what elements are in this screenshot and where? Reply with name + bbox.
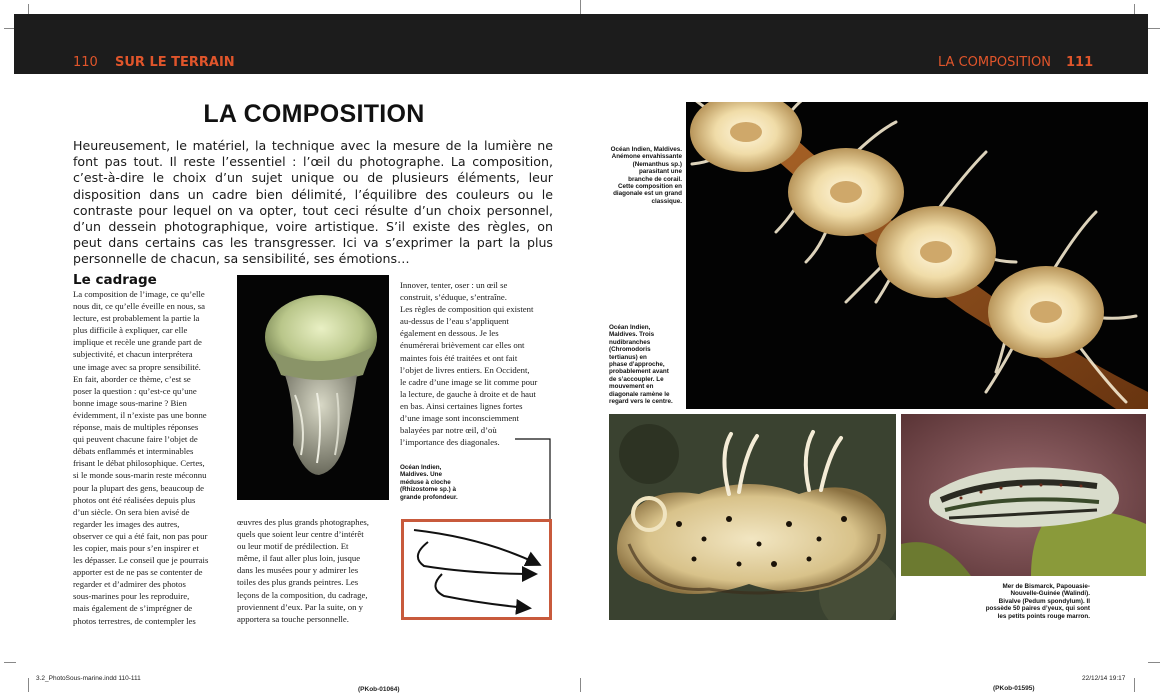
- body-line: subjectivité, et chacun interprétera: [73, 349, 193, 360]
- body-line: implique et recèle une grande part de: [73, 337, 202, 348]
- body-line: lecture, est probablement la partie la: [73, 313, 200, 324]
- crop-mark: [1148, 662, 1160, 663]
- crop-mark: [580, 678, 581, 692]
- body-line: bonne image sous-marine ? Bien: [73, 397, 187, 408]
- bivalve-photo: [901, 414, 1146, 576]
- body-line: réponse, mais de multiples réponses: [73, 422, 199, 433]
- anemone-caption: Océan Indien, Maldives. Anémone envahissante (Nemanthus sp.) parasitant une branche de corail. Cette composition en diagonale est un grand classique.: [610, 146, 682, 205]
- body-line: si le monde sous-marin reste méconnu: [73, 470, 207, 481]
- body-line: frisant le débat philosophique. Certes,: [73, 458, 205, 469]
- body-line: les copier, mais pour s’en inspirer et: [73, 542, 199, 553]
- body-line: quels que soient leur centre d’intérêt: [237, 529, 364, 540]
- body-line: débats enflammés et interminables: [73, 446, 194, 457]
- body-line: sous-marines pour les reproduire,: [73, 591, 190, 602]
- body-line: apportera sa touche personnelle.: [237, 613, 349, 624]
- body-line: regarder et d’admirer des photos: [73, 579, 186, 590]
- crop-mark: [1148, 28, 1160, 29]
- body-line: ou leur motif de prédilection. Et: [237, 541, 349, 552]
- body-line: en bas. Ainsi certaines lignes fortes: [400, 400, 523, 411]
- body-line: En fait, aborder ce thème, c’est se: [73, 373, 191, 384]
- body-line: regarder les images des autres,: [73, 518, 180, 529]
- anemone-photo: [686, 102, 1148, 409]
- page-title: LA COMPOSITION: [203, 100, 425, 128]
- body-line: qui peuvent chacune faire l’objet de: [73, 434, 198, 445]
- body-line: pour la plupart des gens, beaucoup de: [73, 482, 204, 493]
- body-line: dans les musées pour y admirer les: [237, 565, 359, 576]
- crop-mark: [28, 678, 29, 692]
- footer-filename: 3.2_PhotoSous-marine.indd 110-111: [36, 675, 141, 682]
- body-line: d’une image sont inconsciemment: [400, 413, 519, 424]
- jellyfish-caption: Océan Indien, Maldives. Une méduse à cloche (Rhizostome sp.) à grande profondeur.: [400, 464, 458, 501]
- body-line: Innover, tenter, oser : un œil se: [400, 280, 508, 290]
- body-line: proviennent d’eux. Par la suite, on y: [237, 601, 363, 612]
- body-line: au-dessus de l’eau s’appliquent: [400, 316, 509, 327]
- body-line: La composition de l’image, ce qu’elle: [73, 289, 205, 299]
- connector-line: [515, 436, 555, 522]
- footer-code-right: (PKob-01595): [993, 685, 1035, 692]
- body-column-2: [237, 516, 397, 625]
- body-line: une image avec sa propre sensibilité.: [73, 361, 201, 372]
- left-section-title: SUR LE TERRAIN: [115, 55, 235, 70]
- body-line: également en dessous. Je les: [400, 328, 499, 339]
- body-line: construit, s’éduque, s’entraîne.: [400, 292, 507, 303]
- body-line: balayées par notre œil, d’où: [400, 425, 497, 436]
- body-line: l’importance des diagonales.: [400, 437, 500, 448]
- body-line: observer ce qui a été fait, non pas pour: [73, 530, 208, 541]
- footer-code-left: (PKob-01064): [358, 686, 400, 693]
- bivalve-caption: Mer de Bismarck, Papouasie- Nouvelle-Guinée (Walindi). Bivalve (Pedum spondylum). Il possède 50 paires d’yeux, qui sont les petits points rouge marron.: [985, 583, 1090, 620]
- body-line: apporter est de ne pas se contenter de: [73, 567, 203, 578]
- right-page-number: 111: [1066, 55, 1094, 70]
- section-heading: Le cadrage: [73, 272, 157, 288]
- body-line: le cadre d’une image se lit comme pour: [400, 376, 538, 387]
- body-line: les dépasser. Le conseil que je pourrais: [73, 555, 209, 566]
- reading-direction-diagram: [401, 519, 552, 620]
- body-line: œuvres des plus grands photographes,: [237, 517, 369, 527]
- body-line: d’un siècle. On sera bien avisé de: [73, 506, 190, 517]
- body-line: photos ont été réalisées depuis plus: [73, 494, 196, 505]
- crop-mark: [580, 0, 581, 14]
- body-line: maintes fois été traitées et ont fait: [400, 352, 518, 363]
- crop-mark: [1134, 678, 1135, 692]
- body-line: toiles des plus grands peintres. Les: [237, 577, 359, 588]
- body-line: plus difficile à expliquer, car elle: [73, 325, 188, 336]
- nudibranch-photo: [609, 414, 896, 620]
- body-line: la lecture, de gauche à droite et de haut: [400, 388, 536, 399]
- body-line: énumérerai brièvement car elles ont: [400, 340, 525, 351]
- diagonal-arrows: [404, 522, 549, 617]
- body-line: nous dit, ce qu’elle éveille en nous, sa: [73, 301, 205, 312]
- body-line: mais également de s’imprégner de: [73, 603, 193, 614]
- crop-mark: [4, 662, 16, 663]
- intro-paragraph: Heureusement, le matériel, la technique avec la mesure de la lumière ne font pas tout. Il reste l’essentiel : l’œil du photographe. La composition, c’est-à-dire le choix d’un sujet unique ou de plusieurs éléments, leur disposition dans un cadre bien délimité, l’équilibre des couleurs ou le contraste pour lequel on va opter, tout ceci résulte d’un choix personnel, d’un dessein photographique, voire artistique. S’il existe des règles, on peut dans certains cas les transgresser. Ici va s’exprimer la part la plus personnelle de chacun, sa sensibilité, ses émotions…: [73, 138, 553, 267]
- body-line: évidemment, il n’existe pas une bonne: [73, 409, 207, 420]
- nudibranch-caption: Océan Indien, Maldives. Trois nudibranches (Chromodoris tertianus) en phase d’approche, probablement avant de s’accoupler. Le mouvement en diagonale ramène le regard vers le centre.: [609, 324, 673, 406]
- body-line: leçons de la composition, du cadrage,: [237, 589, 368, 600]
- left-page-number: 110: [73, 55, 98, 70]
- footer-date: 22/12/14 19:17: [1082, 675, 1126, 682]
- jellyfish-photo: [237, 275, 389, 500]
- body-line: l’objet de livres entiers. En Occident,: [400, 364, 530, 375]
- body-line: Les règles de composition qui existent: [400, 304, 534, 315]
- body-line: photos terrestres, de contempler les: [73, 615, 196, 626]
- right-section-title: LA COMPOSITION: [938, 55, 1051, 70]
- body-column-1: [73, 288, 233, 627]
- body-line: même, il faut aller plus loin, jusque: [237, 553, 361, 564]
- body-column-3: [400, 279, 558, 448]
- body-line: poser la question : qu’est-ce qu’une: [73, 385, 197, 396]
